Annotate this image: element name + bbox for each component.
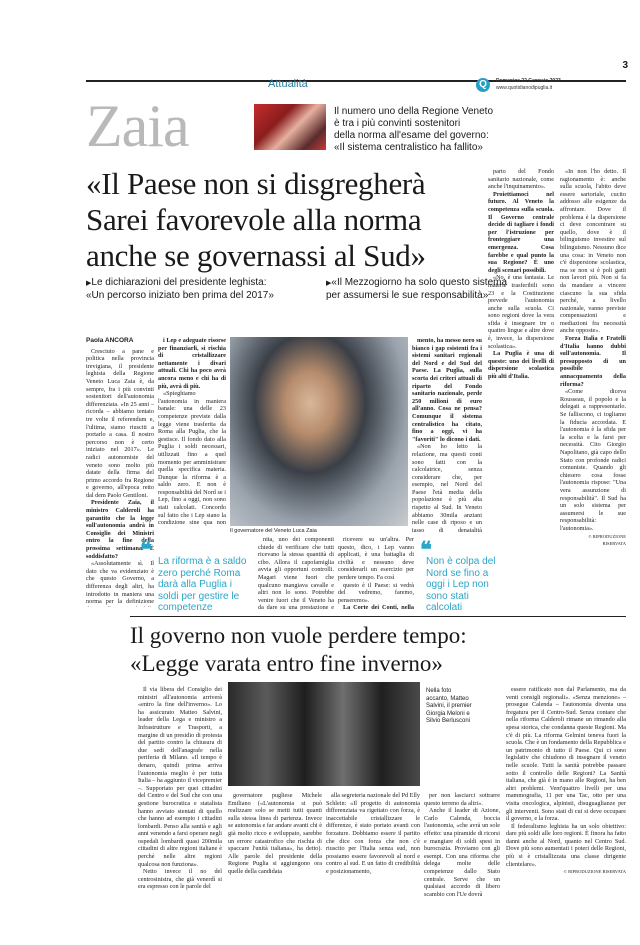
- paragraph: «In non l'ho detto. Il ragionamento è: anche sulla scuola, l'abito deve essere sartoriale, cucito addosso alle esigenze da affrontare. Dove il problema è la dispersione ci deve concentrare su quello, dove è il bilinguismo investire sul bilinguismo. Nessuno dice una cosa: in Veneto non c'è dispersione scolastica, ma se non si è poli gatti non lavori più. Non si fa da mandare a vincere ciascuno la sua sfida perché, a livello nazionale, vanno previste compensazioni e mediazioni fra necessità anche opposte».: [560, 168, 626, 335]
- story2-column-5: [506, 686, 626, 938]
- headline-line: «Legge varata entro fine inverno»: [130, 651, 443, 676]
- leaders-photo: [228, 682, 420, 786]
- headline-line: Sarei favorevole alla norma: [86, 202, 422, 237]
- question: La Puglia è una di queste: uno dei livelli di dispersione scolastica più alti d'Italia.: [488, 350, 554, 381]
- article-column-1: [86, 337, 154, 607]
- triangle-bullet-icon: ▶: [86, 280, 92, 287]
- pullquote-left: La riforma è a saldo zero perché Roma darà alla Puglia i soldi per gestire le competenze: [158, 556, 247, 613]
- subhead-text: per assumersi le sue responsabilità»: [326, 290, 489, 301]
- deck-line: è tra i più convinti sostenitori: [334, 118, 461, 129]
- paragraph: Il federalismo leghista ha un solo obiettivo: dare più soldi alle loro regioni. È finora ha fatto danni anche al Nord, quanto nel Centro Sud. Dove più sono aumentati i poteri delle Regioni, più si è cristallizzata una classe dirigente clientelare».: [506, 822, 626, 868]
- question: mento, ha messo nero su bianco i gap esistenti fra i sistemi sanitari regionali del Nord e del Sud del Paese. La Puglia, sulla scorta dei criteri attuali di riparto del Fondo sanitario nazionale, perde 250 milioni di euro all'anno. Cosa ne pensa? Comunque il sistema centralistico ha citato, fino a oggi, vi ha "favoriti" lo dicono i dati.: [412, 337, 482, 443]
- paragraph: Il via libera del Consiglio dei ministri all'autonomia arriverà «entro la fine dell'inverno». Lo ha assicurato Matteo Salvini, leader della Lega e ministro a Infrastrutture e Trasporti, a margine di un presidio di protesta del partito contro la chiusura di due sedi dell'anagrafe nella periferia di Milano. «Il tempo è denaro, quindi prima arriva l'autonomia meglio è per tutta Italia – ha aggiunto il vicepremier –. Supportato per quei cittadini del Centro e del Sud che con una gestione burocratica e statalista hanno avviato stentati di quello che hanno ad esempio i cittadini lombardi. Penso alla sanità e agli anni venendo a farsi operare negli ospedali lombardi quasi 200mila cittadini di altre regioni italiane è perché nelle altre regioni qualcosa non funziona».: [138, 686, 222, 868]
- second-headline: [130, 622, 624, 678]
- paragraph: alla segreteria nazionale del Pd Elly Schlein: «Il progetto di autonomia differenziata va rigettato con forza, è inaccettabile cristallizzare le differenze, è stato portato avanti con forzature. Dobbiamo essere il partito che dice con forza che non c'è riuscito per l'Italia senza sud, non possiamo essere favorevoli al nord e contro al sud. E un fatto di credibilità e posizionamento,: [326, 792, 420, 875]
- story2-column-1: [138, 686, 222, 936]
- headline-line: anche se governassi al Sud»: [86, 238, 426, 273]
- article-column-lower-3: [338, 536, 414, 610]
- question: Forza Italia e Fratelli d'Italia hanno dubbi sull'autonomia. Il presupposto di un possibile annacquamento della riforma?: [560, 335, 626, 388]
- question: Proiettiamoci nel futuro. Al Veneto la competenza sulla scuola. Il Governo centrale decide di tagliare i fondi per l'istruzione per fronteggiare una emergenza. Cosa farebbe e qual punto la sua Regione? È uno degli scenari possibili.: [488, 190, 554, 274]
- paragraph: per non lasciarci sottrarre questo terreno da altri».: [424, 792, 500, 807]
- dateline-date: Domenica 22 Gennaio 2023: [496, 78, 561, 84]
- page-number: 3: [622, 60, 628, 71]
- headline-line: Il governo non vuole perdere tempo:: [130, 623, 467, 648]
- article-column-4: [412, 337, 482, 533]
- question: Presidente Zaia, il ministro Calderoli ha garantito che la legge sull'autonomia andrà in Consiglio dei Ministri entro la fine della prossima settimana. È soddisfatto?: [86, 499, 154, 560]
- paragraph: Netto invece il no del centrosinistra, che già venerdì si era espresso con le parole del: [138, 868, 222, 891]
- deck-line: Il numero uno della Regione Veneto: [334, 106, 494, 117]
- paragraph: «Spieghiamo l'autonomia in maniera banale: una delle 23 competenze previste dalla legge viene trasferita da Roma alla Puglia, che la gestisce. Il fondo dato alla Puglia i soldi necessari, utilizzati fino a quel momento per amministrare quella specifica materia. Dunque la riforma è a saldo zero. E non è responsabilità del Nord se i Lep, fino a oggi, non sono stati calcolati. Concordo sul fatto che i Lep siano la condizione sine qua non: [158, 390, 226, 527]
- question: La Corte dei Conti, nella: [343, 604, 414, 610]
- dateline: [496, 78, 626, 92]
- story-divider: [130, 616, 626, 617]
- section-label: Attualità: [268, 78, 308, 90]
- copyright: © RIPRODUZIONE RISERVATA: [588, 533, 626, 547]
- subhead-text: «Il Mezzogiorno ha solo questo sistema: [331, 277, 508, 288]
- assembly-photo: [254, 104, 326, 150]
- article-column-5: [488, 168, 626, 608]
- subhead-text: Le dichiarazioni del presidente leghista:: [91, 277, 267, 288]
- article-column-2: [158, 337, 226, 527]
- zaia-portrait-photo: [230, 337, 408, 526]
- article-column-lower-2: [258, 536, 334, 610]
- paragraph: «Come diceva Rousseau, il popolo e la delegati a rappresentarlo. Se falliscono, ci togliamo la fiducia accordata. E l'autonomia è la sfida per la scelta e la farsi per necessità. Cito Giorgio Napolitano, già capo dello Stato con profonde radici comuniste. Quando gli chiesero cosa fosse l'autonomia rispose: "Una vera assunzione di responsabilità". Il Sud ha un solo sistema per assumersi le sue responsabilità: l'autonomia».: [560, 388, 626, 532]
- paragraph: «No, è una fantasia. Le materie trasferibili sono 23 e la Costituzione prevede l'autonomia anche sulla scuola. Ci sono regioni dove la vera sfida è insegnare tre o quattro lingue e altre dove è, invece, la dispersione scolastica».: [488, 274, 554, 350]
- col5-left: [488, 168, 554, 381]
- story2-column-3: [326, 792, 420, 938]
- paragraph: «Non ho letto la relazione, ma questi conti sono fatti con la calcolatrice, senza considerare che, per esempio, nel Nord del Paese l'età media della popolazione è più alta rispetto al Sud. In Veneto abbiamo 30mila anziani nelle case di riposo e un tasso di denatalità: [412, 443, 482, 533]
- copyright: © RIPRODUZIONE RISERVATA: [563, 869, 626, 875]
- leaders-photo-caption: Nella foto accanto, Matteo Salvini, il premier Giorgia Meloni e Silvio Berlusconi: [426, 688, 472, 724]
- paragraph: questo è il Paese: si vedrà del vedremo, faremo, penseremo».: [338, 581, 414, 604]
- kicker-name: Zaia: [86, 93, 189, 159]
- paragraph: essere ratificato non dal Parlamento, ma da venti consigli regionali». «Senza menzione» – prosegue Calenda – l'autonomia diventa una fregatura per il Centro-Sud. Senza contare che nella riforma Calderoli rimane un rimando alla spesa storica, che condanna queste Regioni. Ma c'è di più. La riforma Gelmini teneva fuori la scuola. Che è un fondamento della Repubblica e un patrimonio di tutto il Paese. Qui ci sono legislativ che chiudono di insegnare il veneto nelle scuole. Tutti la sanità potrebbe passare sotto il controllo delle Regioni? La Sanità italiana, che già è in mano alle Regioni, ha ben altri problemi. Vent'quattro livelli per una mammografia, 11 per una Tac, otto per una visita oncologica, alpinisti, disuguaglianze per gli interventi. Sono stati di cui si deve occupare il governo, e la forza.: [506, 686, 626, 823]
- story2-column-2: [228, 792, 322, 938]
- quote-icon: ❝: [420, 537, 432, 562]
- subhead-text: «Un percorso iniziato ben prima del 2017»: [86, 290, 274, 301]
- paragraph: parto del Fondo sanitario nazionale, come anche l'inquinamento».: [488, 168, 554, 191]
- byline: Paola ANCORA: [86, 337, 134, 344]
- paragraph: ricevere su un'altra. Per questo, dico, i Lep vanno applicati, è una battaglia di civiltà e nessuno deve considerarli un esercizio per perdere tempo. Fa così: [338, 536, 414, 581]
- story2-column-4: [424, 792, 500, 938]
- quote-icon: ❝: [140, 537, 152, 562]
- deck: [334, 106, 624, 154]
- triangle-bullet-icon: ▶: [326, 280, 332, 287]
- newspaper-logo-icon: Q: [476, 78, 490, 92]
- paragraph: Cresciuto a pane e politica nella provincia trevigiana, il presidente leghista della Regione Veneto Luca Zaia è, da sempre, fra i più convinti sostenitori dell'autonomia differenziata. «In 25 anni – ricorda – abbiamo tentato tre volte il referendum e, l'ultima, siamo riusciti a portarlo a casa. Il nostro percorso non è certo iniziato nel 2017». Le radici autonomiste del veneto sono molto più datate della firma del primo accordo fra Regione e governo, all'epoca retto dal dem Paolo Gentiloni.: [86, 347, 154, 499]
- paragraph: Anche il leader di Azione, Carlo Calenda, boccia l'autonomia, «che avrà un sole effetto: una piramide di ricorsi e mangiare di soldi spesi in burocrazia. Proviamo con gli esempi. Con una riforma che delega molte delle competenze dallo Stato centrale. Serve che un qualsiasi accordo di libero scambio con l'Ue dovrà: [424, 807, 500, 898]
- headline-line: «Il Paese non si disgregherà: [86, 166, 426, 201]
- subhead-left: [86, 277, 326, 302]
- paragraph: nita, uno dei componenti chiede di verificare che tutti ricevano la stessa quantità di cibo. Allora il capofamiglia avvia gli opportuni controlli. Magari viene fuori che qualcuno mangiava cavalle e altri non lo sono. Potrebbe venire fuori che il Veneto ha da dare su una prestazione e: [258, 536, 334, 610]
- deck-line: «Il sistema centralistico ha fallito»: [334, 142, 483, 153]
- question: i Lep e adeguate risorse per finanziarli, si rischia di cristallizzare nettamente i divari attuali. Chi ha poco avrà ancora meno e chi ha di più, avrà di più.: [158, 337, 226, 390]
- dateline-site: www.quotidianodipuglia.it: [496, 85, 553, 91]
- paragraph: governatore pugliese Michele Emiliano («L'autonomia si può realizzare solo se metti tutti quanti sulla stessa linea di partenza. Invece se autonomia e far andare avanti chi è già molto ricco e sviluppato, sarebbe un errore catastrofico che rischia di spaccare l'unità italiana», ha detto). Alle parole del presidente della Regione Puglia si aggiungono ora quelle della candidata: [228, 792, 322, 875]
- paragraph: «Assolutamente sì. Il dato che va evidenziato è che questo Governo, a differenza degli altri, ha introdotto in maniera una norma per la definizione: [86, 560, 154, 606]
- deck-line: della norma all'esame del governo:: [334, 130, 489, 141]
- col5-right: [560, 168, 626, 548]
- pullquote-right: Non è colpa del Nord se fino a oggi i Lep non sono stati calcolati: [426, 556, 496, 613]
- photo-caption: Il governatore del Veneto Luca Zaia: [230, 528, 317, 534]
